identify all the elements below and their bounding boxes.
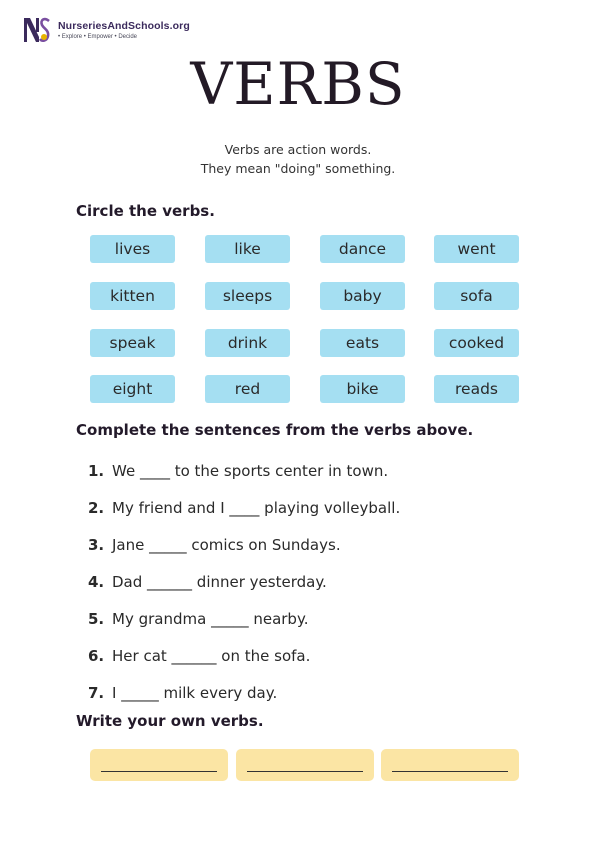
- word-box[interactable]: drink: [205, 329, 290, 357]
- answer-line: [247, 771, 363, 772]
- word-box[interactable]: went: [434, 235, 519, 263]
- word-box[interactable]: dance: [320, 235, 405, 263]
- word-box[interactable]: bike: [320, 375, 405, 403]
- sentence-text[interactable]: Jane _____ comics on Sundays.: [112, 535, 341, 554]
- section-heading-complete: Complete the sentences from the verbs above.: [76, 421, 474, 439]
- sentence-number: 2.: [88, 498, 105, 517]
- logo-ns-icon: [22, 15, 52, 45]
- answer-row: [90, 749, 520, 781]
- answer-line: [101, 771, 217, 772]
- sentence-text[interactable]: Her cat ______ on the sofa.: [112, 646, 311, 665]
- sentence-number: 3.: [88, 535, 105, 554]
- sentence-item: [88, 526, 558, 563]
- sentence-text[interactable]: My friend and I ____ playing volleyball.: [112, 498, 401, 517]
- word-box[interactable]: sleeps: [205, 282, 290, 310]
- logo-name: NurseriesAndSchools.org: [58, 20, 190, 32]
- sentence-item: [88, 600, 558, 637]
- sentence-text[interactable]: My grandma _____ nearby.: [112, 609, 309, 628]
- word-box[interactable]: red: [205, 375, 290, 403]
- sentence-number: 4.: [88, 572, 105, 591]
- word-box[interactable]: lives: [90, 235, 175, 263]
- sentence-item: [88, 563, 558, 600]
- sentence-item: [88, 452, 558, 489]
- sentence-number: 1.: [88, 461, 105, 480]
- answer-box[interactable]: [381, 749, 519, 781]
- word-box[interactable]: reads: [434, 375, 519, 403]
- answer-line: [392, 771, 508, 772]
- sentence-number: 7.: [88, 683, 105, 702]
- sentence-text[interactable]: I _____ milk every day.: [112, 683, 278, 702]
- sentence-text[interactable]: Dad ______ dinner yesterday.: [112, 572, 327, 591]
- word-box[interactable]: eats: [320, 329, 405, 357]
- site-logo: [22, 14, 190, 46]
- word-box[interactable]: eight: [90, 375, 175, 403]
- word-grid: [90, 235, 520, 403]
- sentence-list: [88, 452, 558, 711]
- sentence-text[interactable]: We ____ to the sports center in town.: [112, 461, 389, 480]
- word-box[interactable]: like: [205, 235, 290, 263]
- answer-box[interactable]: [236, 749, 374, 781]
- section-heading-circle: Circle the verbs.: [76, 202, 215, 220]
- subtitle-line-2: They mean "doing" something.: [200, 161, 396, 176]
- sentence-item: [88, 489, 558, 526]
- word-box[interactable]: baby: [320, 282, 405, 310]
- answer-box[interactable]: [90, 749, 228, 781]
- sentence-item: [88, 674, 558, 711]
- subtitle: [0, 140, 596, 178]
- word-box[interactable]: kitten: [90, 282, 175, 310]
- section-heading-write: Write your own verbs.: [76, 712, 264, 730]
- page-title: VERBS: [190, 50, 406, 118]
- sentence-item: [88, 637, 558, 674]
- word-box[interactable]: speak: [90, 329, 175, 357]
- word-box[interactable]: sofa: [434, 282, 519, 310]
- sentence-number: 6.: [88, 646, 105, 665]
- word-box[interactable]: cooked: [434, 329, 519, 357]
- subtitle-line-1: Verbs are action words.: [224, 142, 372, 157]
- logo-tagline: • Explore • Empower • Decide: [58, 34, 137, 40]
- sentence-number: 5.: [88, 609, 105, 628]
